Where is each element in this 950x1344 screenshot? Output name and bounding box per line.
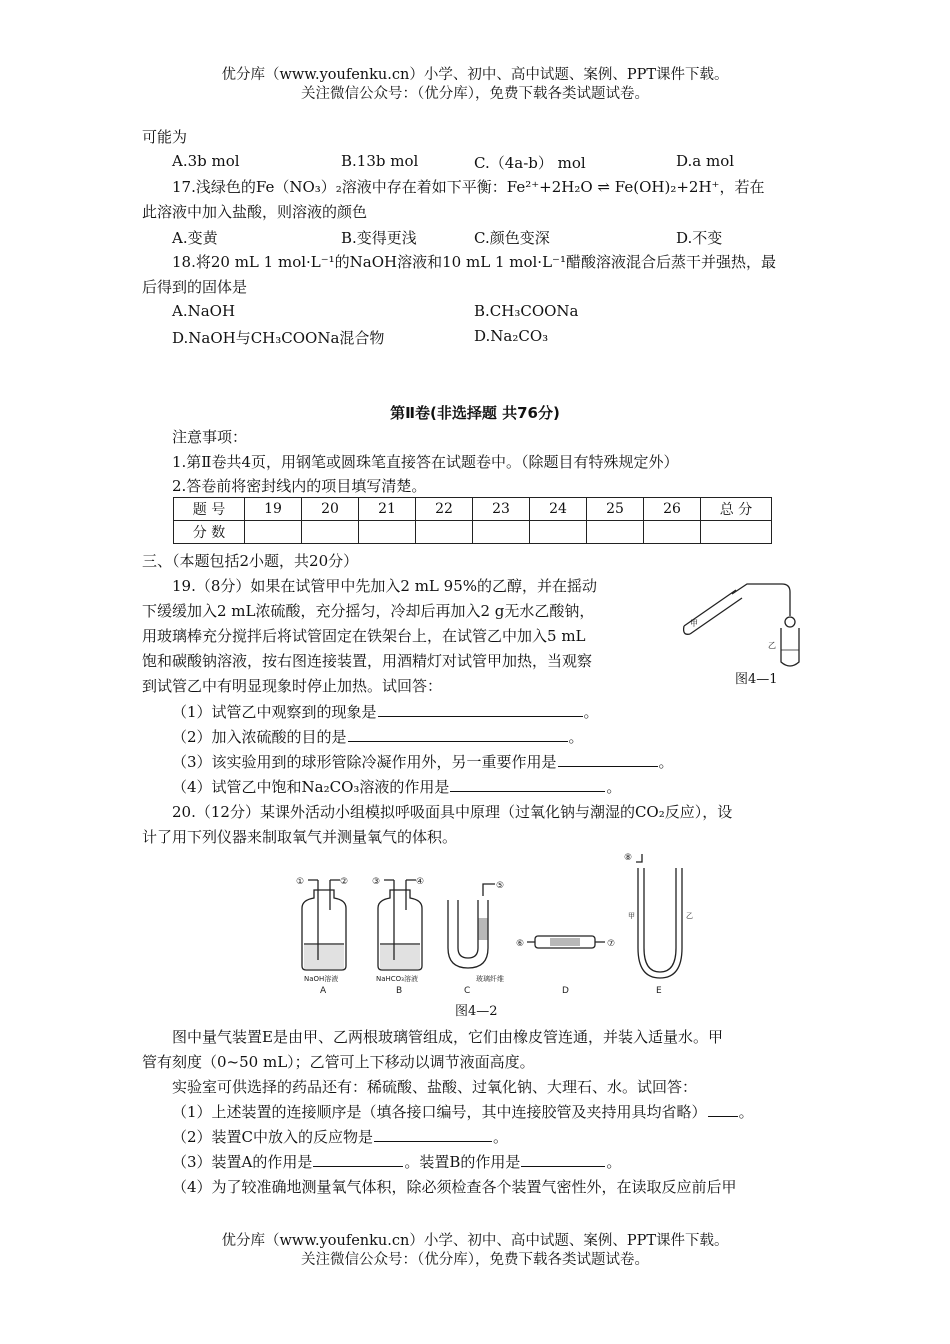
section-3-title: 三、（本题包括2小题，共20分） [142, 552, 359, 570]
footer-line-2: 关注微信公众号：（优分库），免费下载各类试题试卷。 [301, 1252, 649, 1268]
score-input-cell[interactable] [587, 521, 644, 544]
bottle-b-solution [380, 945, 420, 969]
q20-sub-1 [172, 1102, 842, 1122]
score-table-score-row [174, 521, 772, 544]
figure-4-1-caption: 图4—1 [735, 672, 778, 687]
q19-line-5: 到试管乙中有明显现象时停止加热。试回答： [142, 677, 443, 695]
q17-stem-2: 此溶液中加入盐酸，则溶液的颜色 [142, 203, 368, 221]
tube-d-reagent [550, 938, 580, 946]
label-jia: 甲 [690, 619, 698, 628]
nahco3-label: NaHCO₃溶液 [376, 975, 418, 983]
answer-blank[interactable] [708, 1102, 738, 1117]
figure-4-2-caption: 图4—2 [455, 1004, 498, 1019]
glass-fiber [478, 918, 488, 940]
score-cell: 25 [587, 498, 644, 521]
part2-title: 第Ⅱ卷(非选择题 共76分) [390, 404, 560, 422]
score-cell: 26 [644, 498, 701, 521]
q18-stem-1: 18.将20 mL 1 mol·L⁻¹的NaOH溶液和10 mL 1 mol·L⁻¹醋酸溶液混合后蒸干并强热，最 [172, 253, 776, 271]
q18-option-b: B.CH₃COONa [474, 302, 579, 320]
q20-sub-3-text-a: （3）装置A的作用是 [172, 1153, 313, 1171]
answer-blank[interactable] [378, 702, 583, 717]
port-5: ⑤ [496, 881, 505, 891]
q20-line-1: 20.（12分）某课外活动小组模拟呼吸面具中原理（过氧化钠与潮湿的CO₂反应），设 [172, 803, 733, 821]
bulb-tube [785, 617, 795, 627]
score-input-cell[interactable] [245, 521, 302, 544]
q20-line-2: 计了用下列仪器来制取氧气并测量氧气的体积。 [142, 828, 458, 846]
score-cell: 分 数 [174, 521, 245, 544]
figure-4-2 [290, 848, 710, 993]
port-4: ④ [416, 877, 425, 887]
q16-tail: 可能为 [142, 128, 188, 146]
score-cell: 题 号 [174, 498, 245, 521]
score-cell: 22 [416, 498, 473, 521]
q17-option-d: D.不变 [676, 229, 723, 247]
q19-sub-4-end: 。 [606, 778, 622, 796]
score-cell: 23 [473, 498, 530, 521]
q19-sub-1 [172, 702, 842, 722]
q20-sub-1-text: （1）上述装置的连接顺序是（填各接口编号，其中连接胶管及夹持用具均省略） [172, 1103, 707, 1121]
q18-option-a: A.NaOH [172, 302, 236, 320]
note-2: 2.答卷前将密封线内的项目填写清楚。 [172, 477, 427, 495]
answer-blank[interactable] [450, 777, 605, 792]
header-line-1: 优分库（www.youfenku.cn）小学、初中、高中试题、案例、PPT课件下载。 [221, 67, 729, 83]
naoh-label: NaOH溶液 [304, 975, 339, 983]
label-a: A [320, 986, 327, 993]
answer-blank[interactable] [348, 727, 568, 742]
gas-burette-e [638, 868, 682, 978]
q20-sub-2-end: 。 [493, 1128, 509, 1146]
label-e: E [656, 986, 662, 993]
answer-blank[interactable] [374, 1127, 492, 1142]
answer-blank[interactable] [558, 752, 658, 767]
q16-option-b: B.13b mol [341, 152, 419, 170]
score-input-cell[interactable] [302, 521, 359, 544]
q17-stem-1: 17.浅绿色的Fe（NO₃）₂溶液中存在着如下平衡：Fe²⁺+2H₂O ⇌ Fe(OH)₂+2H⁺，若在 [172, 178, 765, 196]
score-cell: 21 [359, 498, 416, 521]
q19-sub-3-end: 。 [658, 753, 674, 771]
answer-blank[interactable] [521, 1152, 605, 1167]
q20-sub-3-text-b: 。装置B的作用是 [404, 1153, 521, 1171]
notes-label: 注意事项： [172, 428, 248, 446]
glass-fiber-label: 玻璃纤维 [476, 975, 504, 983]
score-cell: 19 [245, 498, 302, 521]
q19-sub-4 [172, 777, 842, 797]
burette-e-top [636, 854, 642, 862]
port-7: ⑦ [607, 939, 616, 949]
q19-sub-1-text: （1）试管乙中观察到的现象是 [172, 703, 377, 721]
q19-line-1: 19.（8分）如果在试管甲中先加入2 mL 95%的乙醇，并在摇动 [172, 577, 598, 595]
q19-line-4: 饱和碳酸钠溶液，按右图连接装置，用酒精灯对试管甲加热，当观察 [142, 652, 593, 670]
score-cell: 总 分 [701, 498, 772, 521]
q17-option-b: B.变得更浅 [341, 229, 417, 247]
score-input-cell[interactable] [359, 521, 416, 544]
footer-line-1: 优分库（www.youfenku.cn）小学、初中、高中试题、案例、PPT课件下载。 [221, 1233, 729, 1249]
q18-option-c: D.NaOH与CH₃COONa混合物 [172, 329, 385, 347]
score-input-cell[interactable] [530, 521, 587, 544]
q20-para-2: 实验室可供选择的药品还有：稀硫酸、盐酸、过氧化钠、大理石、水。试回答： [172, 1078, 698, 1096]
answer-blank[interactable] [313, 1152, 403, 1167]
q19-line-2: 下缓缓加入2 mL浓硫酸，充分摇匀，冷却后再加入2 g无水乙酸钠， [142, 602, 595, 620]
score-cell: 24 [530, 498, 587, 521]
q19-sub-2 [172, 727, 842, 747]
q18-option-d: D.Na₂CO₃ [474, 327, 549, 345]
port-8: ⑧ [624, 853, 633, 863]
label-yi: 乙 [768, 641, 776, 650]
q20-sub-4: （4）为了较准确地测量氧气体积，除必须检查各个装置气密性外，在读取反应前后甲 [172, 1178, 737, 1196]
score-cell: 20 [302, 498, 359, 521]
q16-option-c: C.（4a-b） mol [474, 154, 586, 172]
port-6: ⑥ [516, 939, 525, 949]
score-table [173, 497, 772, 544]
q20-sub-3-end: 。 [606, 1153, 622, 1171]
q17-option-c: C.颜色变深 [474, 229, 550, 247]
score-input-cell[interactable] [701, 521, 772, 544]
header-line-2: 关注微信公众号：（优分库），免费下载各类试题试卷。 [301, 86, 649, 102]
port-1: ① [296, 877, 305, 887]
label-d: D [562, 986, 569, 993]
port-2: ② [340, 877, 349, 887]
q19-sub-2-text: （2）加入浓硫酸的目的是 [172, 728, 347, 746]
q16-option-d: D.a mol [676, 152, 735, 170]
label-c: C [464, 986, 471, 993]
q20-sub-2-text: （2）装置C中放入的反应物是 [172, 1128, 374, 1146]
score-input-cell[interactable] [416, 521, 473, 544]
q20-sub-3 [172, 1152, 842, 1172]
bottle-a-solution [304, 945, 344, 969]
score-input-cell[interactable] [644, 521, 701, 544]
q19-sub-3-text: （3）该实验用到的球形管除冷凝作用外，另一重要作用是 [172, 753, 557, 771]
q18-stem-2: 后得到的固体是 [142, 278, 248, 296]
q19-sub-1-end: 。 [583, 703, 599, 721]
q19-sub-2-end: 。 [568, 728, 584, 746]
note-1: 1.第Ⅱ卷共4页，用钢笔或圆珠笔直接答在试题卷中。（除题目有特殊规定外） [172, 453, 679, 471]
q19-sub-3 [172, 752, 842, 772]
score-input-cell[interactable] [473, 521, 530, 544]
q19-line-3: 用玻璃棒充分搅拌后将试管固定在铁架台上，在试管乙中加入5 mL [142, 627, 586, 645]
q19-sub-4-text: （4）试管乙中饱和Na₂CO₃溶液的作用是 [172, 778, 450, 796]
figure-4-1 [672, 570, 812, 670]
q20-sub-1-end: 。 [738, 1103, 754, 1121]
q16-option-a: A.3b mol [172, 152, 240, 170]
q20-para-1a: 图中量气装置E是由甲、乙两根玻璃管组成，它们由橡皮管连通，并装入适量水。甲 [172, 1028, 723, 1046]
label-b: B [396, 986, 403, 993]
q17-option-a: A.变黄 [172, 229, 218, 247]
tube-jia-label: 甲 [628, 912, 635, 920]
delivery-tube [732, 584, 790, 616]
tube-yi-outline [781, 628, 799, 666]
q20-para-1b: 管有刻度（0~50 mL）；乙管可上下移动以调节液面高度。 [142, 1053, 535, 1071]
tube-yi-label: 乙 [686, 912, 693, 920]
u-tube-c-outlet [483, 884, 495, 896]
score-table-header-row [174, 498, 772, 521]
q20-sub-2 [172, 1127, 842, 1147]
port-3: ③ [372, 877, 381, 887]
